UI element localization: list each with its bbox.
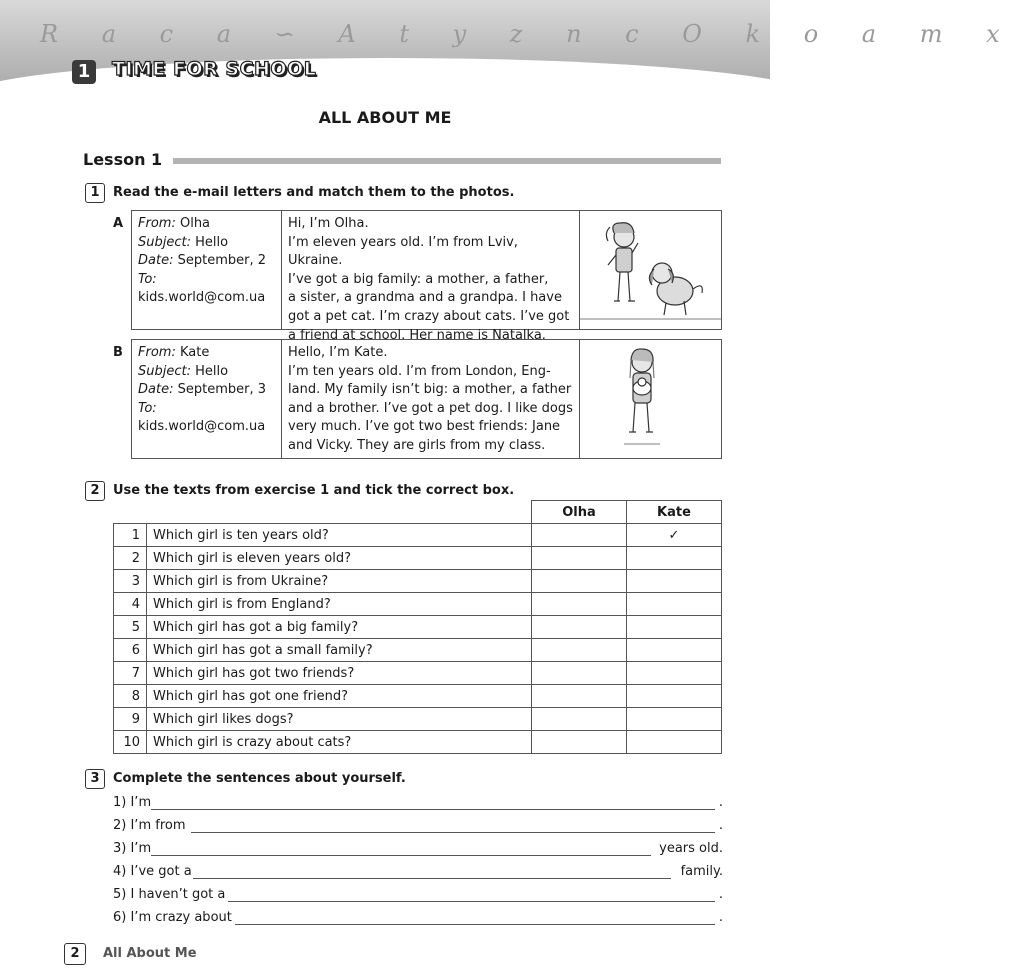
answer-line-3[interactable]	[151, 855, 651, 856]
sentence-suffix: years old.	[659, 841, 723, 856]
body-line: Hello, I’m Kate.	[288, 345, 388, 360]
tick-box-kate[interactable]	[627, 570, 722, 593]
row-number: 2	[114, 547, 147, 570]
row-number: 3	[114, 570, 147, 593]
decorative-letters: R a c a ∽ A t y z n c O k o a m x	[40, 20, 1018, 48]
unit-number: 1	[72, 60, 96, 84]
tick-box-olha[interactable]	[532, 570, 627, 593]
to-label: To:	[138, 400, 157, 416]
sentence-prefix: 1) I’m	[113, 795, 152, 810]
question: Which girl has got a big family?	[147, 616, 532, 639]
answer-line-6[interactable]	[235, 924, 715, 925]
answer-line-1[interactable]	[151, 809, 715, 810]
table-row	[114, 570, 722, 593]
from-label: From:	[138, 216, 176, 231]
girl-with-dog-illustration	[580, 211, 721, 329]
girl-with-cat-illustration	[580, 340, 721, 458]
sentence-prefix: 3) I’m	[113, 841, 152, 856]
tick-box-kate[interactable]	[627, 662, 722, 685]
row-number: 8	[114, 685, 147, 708]
tick-box-olha[interactable]	[532, 662, 627, 685]
question: Which girl likes dogs?	[147, 708, 532, 731]
tick-box-olha[interactable]	[532, 547, 627, 570]
table-row	[114, 593, 722, 616]
tick-box-kate[interactable]	[627, 616, 722, 639]
sentence-2	[113, 818, 723, 838]
page-number: 2	[64, 943, 86, 965]
table-row	[114, 708, 722, 731]
body-line: I’m ten years old. I’m from London, Eng-	[288, 363, 551, 379]
table-row	[114, 616, 722, 639]
body-line: land. My family isn’t big: a mother, a father	[288, 382, 572, 398]
exercise-3-instruction: Complete the sentences about yourself.	[113, 771, 406, 786]
question: Which girl has got a small family?	[147, 639, 532, 662]
row-number: 4	[114, 593, 147, 616]
email-letter-b	[131, 339, 722, 459]
date-label: Date:	[138, 253, 174, 269]
email-body-a	[282, 211, 580, 343]
date-value: September, 2	[177, 253, 266, 269]
body-line: I’m eleven years old. I’m from Lviv, Ukraine.	[288, 234, 518, 269]
exercise-2-instruction: Use the texts from exercise 1 and tick the correct box.	[113, 483, 515, 498]
letter-a-label: A	[113, 216, 124, 231]
tick-box-kate[interactable]	[627, 685, 722, 708]
sentence-suffix: .	[718, 887, 723, 902]
photo-girl-with-dog	[580, 211, 721, 329]
lesson-heading: Lesson 1	[83, 150, 163, 169]
question: Which girl is from Ukraine?	[147, 570, 532, 593]
to-value: kids.world@com.ua	[138, 419, 266, 435]
sentence-prefix: 6) I’m crazy about	[113, 910, 232, 925]
question: Which girl is from England?	[147, 593, 532, 616]
tick-box-olha[interactable]	[532, 639, 627, 662]
table-row	[114, 547, 722, 570]
tick-box-kate[interactable]	[627, 731, 722, 754]
header-banner	[0, 0, 1018, 95]
sentence-suffix: .	[718, 795, 723, 810]
tick-box-olha[interactable]	[532, 731, 627, 754]
answer-line-2[interactable]	[191, 832, 715, 833]
row-number: 1	[114, 524, 147, 547]
date-value: September, 3	[177, 382, 266, 398]
tick-box-olha[interactable]	[532, 708, 627, 731]
unit-title: TIME FOR SCHOOL	[112, 58, 317, 80]
sentence-1	[113, 795, 723, 815]
tick-box-olha[interactable]	[532, 616, 627, 639]
footer-title: All About Me	[103, 946, 197, 961]
table-header-row	[114, 501, 722, 524]
sentence-4	[113, 864, 723, 884]
email-body-b	[282, 340, 580, 458]
tick-box-olha[interactable]	[532, 524, 627, 547]
tick-box-kate[interactable]	[627, 593, 722, 616]
tick-box-kate[interactable]: ✓	[627, 524, 722, 547]
body-line: and Vicky. They are girls from my class.	[288, 437, 546, 453]
body-line: got a pet cat. I’m crazy about cats. I’ve got	[288, 308, 570, 324]
subject-label: Subject:	[138, 234, 191, 250]
column-header-olha: Olha	[532, 501, 627, 524]
body-line: Hi, I’m Olha.	[288, 216, 369, 231]
question: Which girl is crazy about cats?	[147, 731, 532, 754]
body-line: and a brother. I’ve got a pet dog. I like dogs	[288, 400, 573, 416]
body-line: I’ve got a big family: a mother, a father,	[288, 271, 549, 287]
sentence-suffix: .	[718, 910, 723, 925]
sentence-prefix: 4) I’ve got a	[113, 864, 192, 879]
row-number: 7	[114, 662, 147, 685]
to-label: To:	[138, 271, 157, 287]
question: Which girl has got one friend?	[147, 685, 532, 708]
sentence-6	[113, 910, 723, 930]
date-label: Date:	[138, 382, 174, 398]
question: Which girl has got two friends?	[147, 662, 532, 685]
from-value: Kate	[179, 345, 210, 360]
email-header-b	[132, 340, 282, 458]
sentence-suffix: family.	[680, 864, 723, 879]
tick-box-olha[interactable]	[532, 593, 627, 616]
sentence-prefix: 2) I’m from	[113, 818, 186, 833]
to-value: kids.world@com.ua	[138, 290, 266, 306]
row-number: 5	[114, 616, 147, 639]
question: Which girl is eleven years old?	[147, 547, 532, 570]
tick-box-olha[interactable]	[532, 685, 627, 708]
row-number: 6	[114, 639, 147, 662]
table-row	[114, 639, 722, 662]
tick-box-kate[interactable]	[627, 708, 722, 731]
sentence-prefix: 5) I haven’t got a	[113, 887, 226, 902]
sentence-suffix: .	[718, 818, 723, 833]
sentence-5	[113, 887, 723, 907]
subject-label: Subject:	[138, 363, 191, 379]
row-number: 9	[114, 708, 147, 731]
exercise-3-number: 3	[85, 769, 105, 789]
body-line: a sister, a grandma and a grandpa. I have	[288, 290, 562, 306]
column-header-kate: Kate	[627, 501, 722, 524]
subject-value: Hello	[195, 234, 229, 250]
body-line: very much. I’ve got two best friends: Jane	[288, 419, 561, 435]
body-line: a friend at school. Her name is Natalka.	[288, 327, 546, 343]
tick-table	[113, 500, 722, 754]
tick-box-kate[interactable]	[627, 547, 722, 570]
answer-line-4[interactable]	[193, 878, 671, 879]
tick-box-kate[interactable]	[627, 639, 722, 662]
email-letter-a	[131, 210, 722, 343]
letter-b-label: B	[113, 345, 123, 360]
table-row	[114, 524, 722, 547]
from-label: From:	[138, 345, 176, 360]
page-title: ALL ABOUT ME	[318, 108, 452, 127]
row-number: 10	[114, 731, 147, 754]
subject-value: Hello	[195, 363, 229, 379]
answer-line-5[interactable]	[228, 901, 715, 902]
sentence-3	[113, 841, 723, 861]
question: Which girl is ten years old?	[147, 524, 532, 547]
photo-girl-with-cat	[580, 340, 721, 458]
from-value: Olha	[179, 216, 211, 231]
lesson-divider	[173, 158, 721, 164]
table-row	[114, 662, 722, 685]
email-header-a	[132, 211, 282, 329]
table-row	[114, 685, 722, 708]
exercise-1-instruction: Read the e-mail letters and match them to the photos.	[113, 185, 515, 200]
table-row	[114, 731, 722, 754]
exercise-1-number: 1	[85, 183, 105, 203]
exercise-2-number: 2	[85, 481, 105, 501]
